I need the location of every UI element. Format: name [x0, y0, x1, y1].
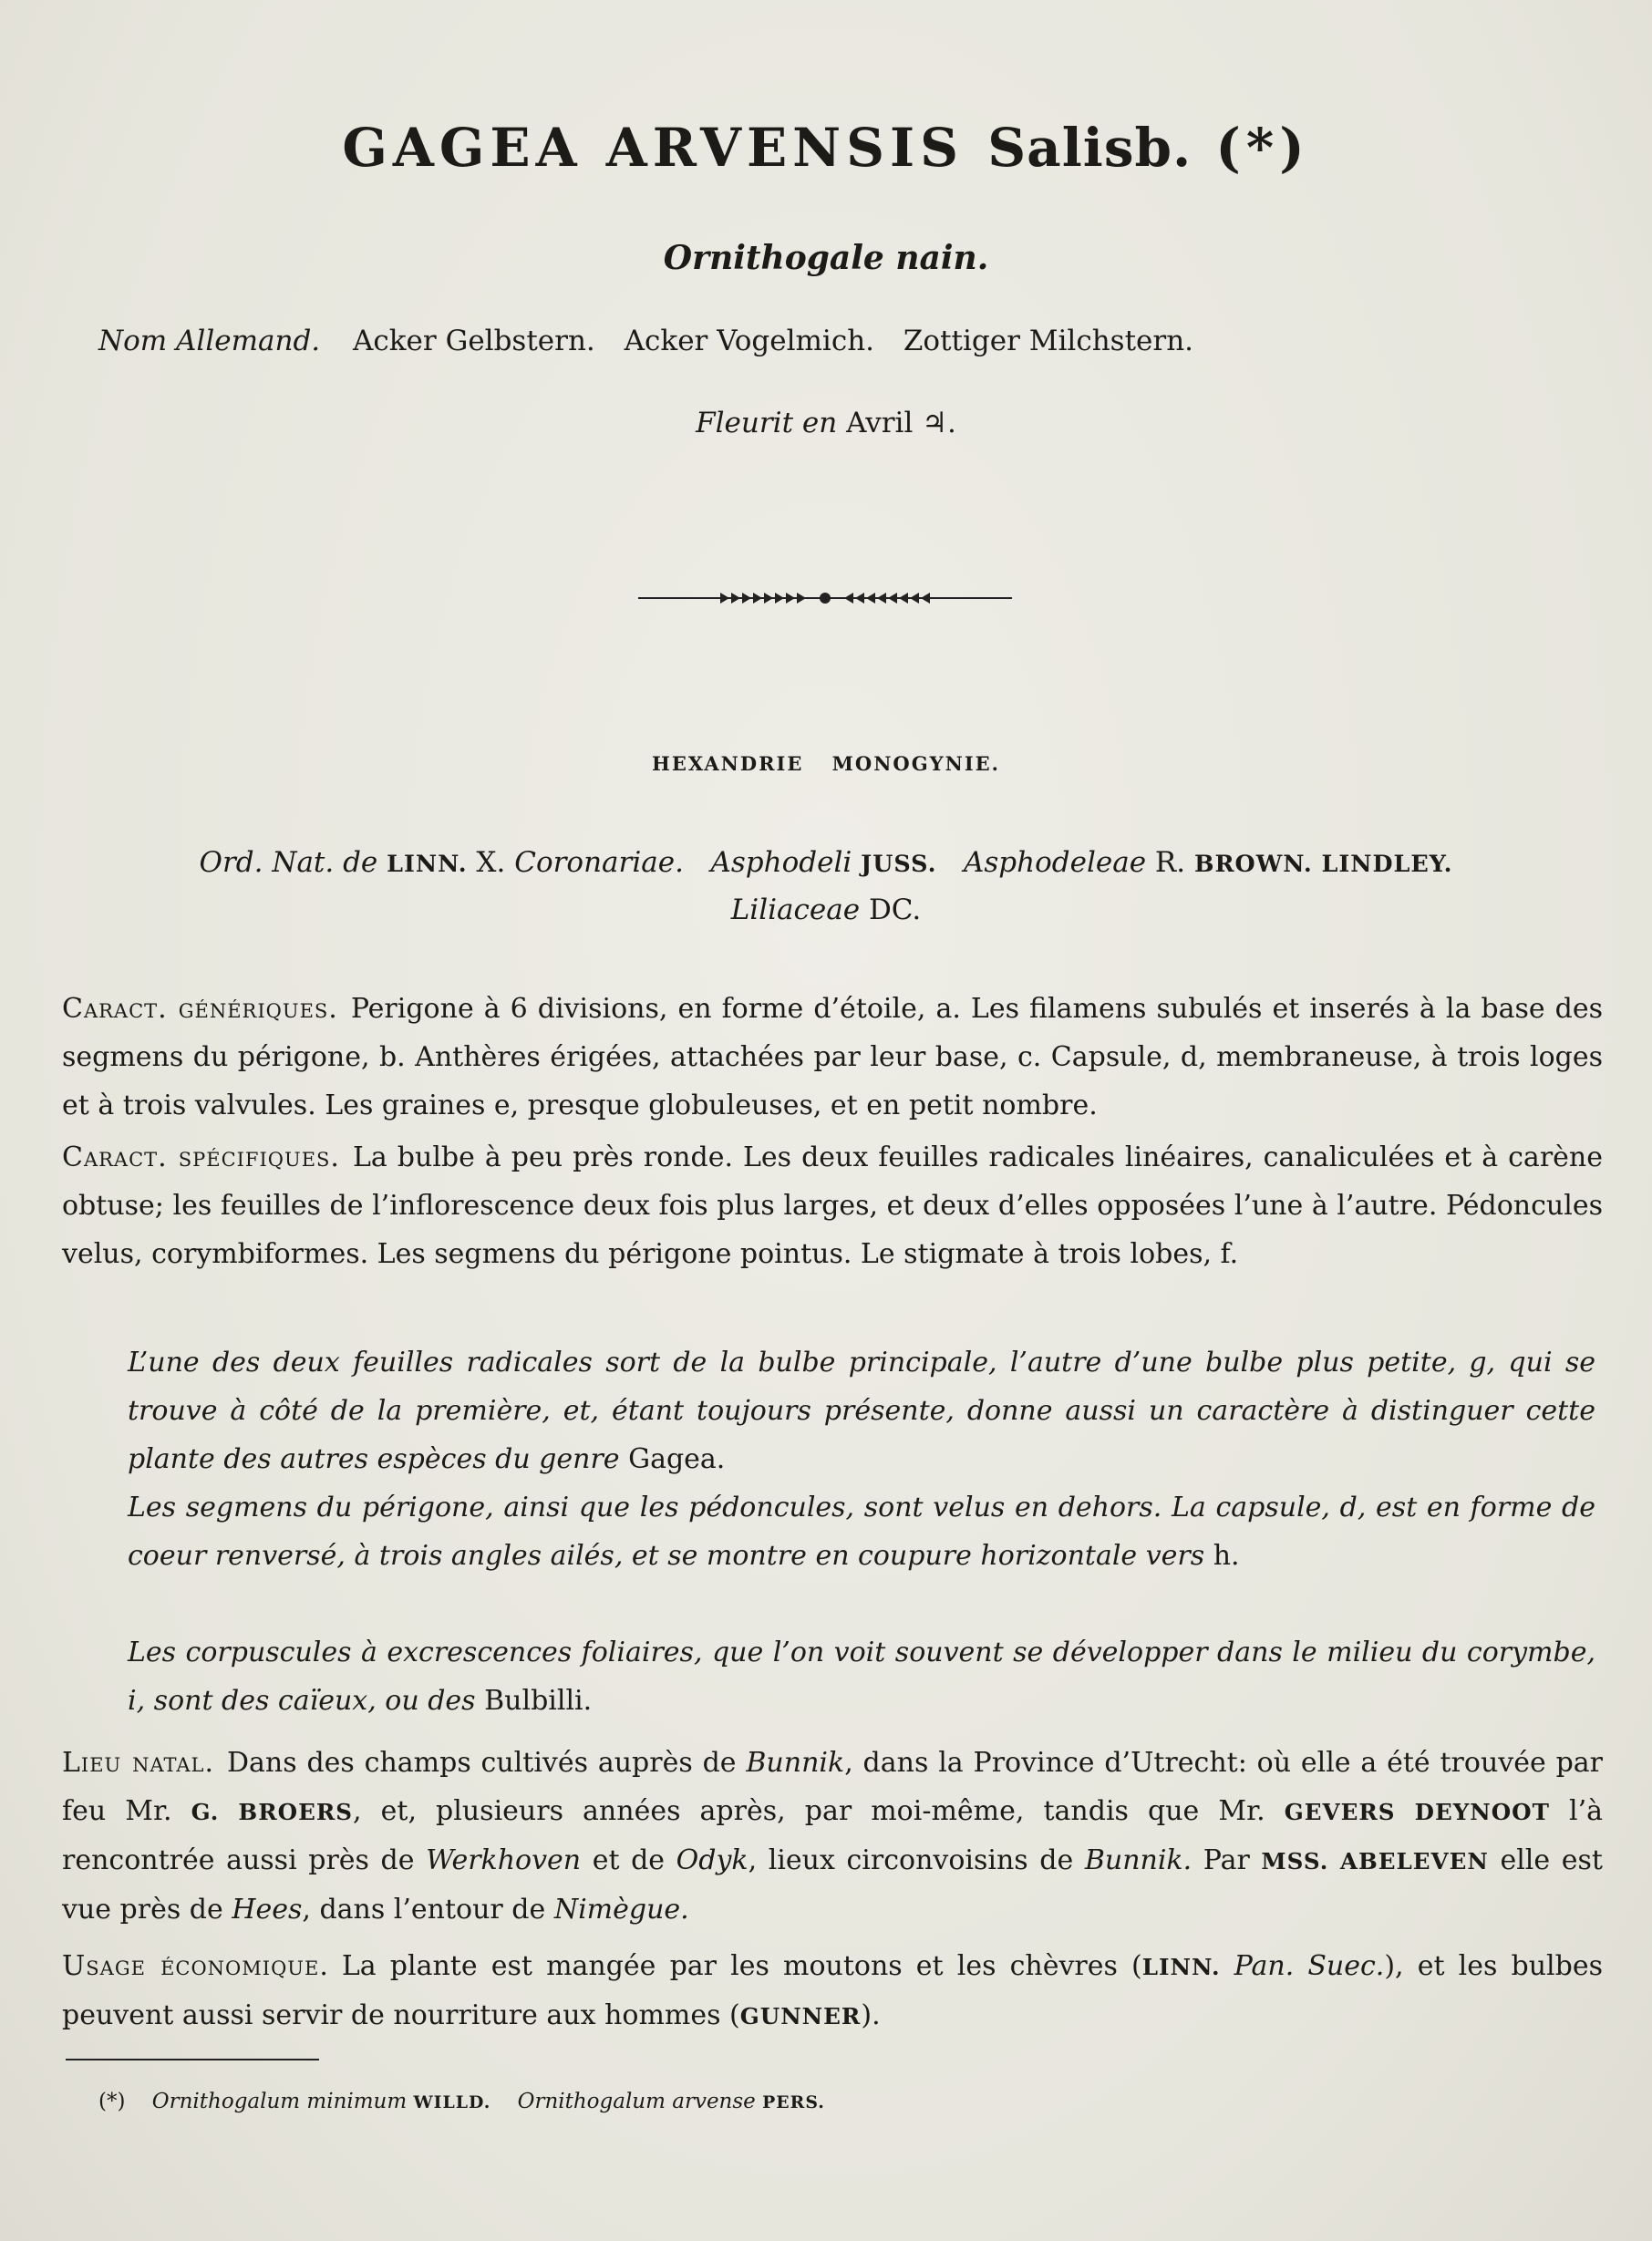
place-name: Bunnik.	[1084, 1844, 1193, 1876]
order-name: Asphodeleae	[964, 846, 1147, 879]
place-name: Nimègue.	[553, 1894, 689, 1926]
person-name: GEVERS DEYNOOT	[1284, 1799, 1550, 1825]
note-paragraph	[128, 1628, 1595, 1725]
section-heading: Lieu natal.	[62, 1747, 214, 1779]
natural-order-line-2	[0, 893, 1652, 926]
section-text: , dans la Province d’Utrecht: où elle a été trouvée par feu Mr.	[62, 1747, 1603, 1827]
german-label: Nom Allemand.	[98, 325, 321, 357]
order-author: LINDLEY.	[1321, 850, 1453, 877]
note-end: h.	[1213, 1540, 1240, 1572]
footnote-mark: (*)	[98, 2090, 126, 2113]
order-name: Coronariae.	[514, 846, 684, 879]
order-name: Asphodeli	[710, 846, 852, 879]
natural-order-line-1	[0, 846, 1652, 879]
person-name: MSS. ABELEVEN	[1261, 1848, 1489, 1874]
specific-characters	[62, 1133, 1603, 1278]
note-end: Gagea.	[628, 1443, 726, 1475]
order-author: DC.	[868, 893, 922, 926]
order-author: BROWN.	[1193, 850, 1313, 877]
ornament-divider	[638, 587, 1012, 609]
person-name: LINN.	[1141, 1954, 1221, 1980]
title-genus: GAGEA ARVENSIS	[342, 117, 965, 179]
synonym-author: PERS.	[762, 2092, 825, 2112]
section-text: Dans des champs cultivés auprès de	[226, 1747, 737, 1779]
native-locality	[62, 1739, 1603, 1934]
section-text: , et, plusieurs années après, par moi-même, tandis que Mr.	[353, 1795, 1265, 1827]
section-text: La plante est mangée par les moutons et les chèvres (	[341, 1950, 1142, 1982]
section-text: et de	[592, 1844, 666, 1876]
order-name: Liliaceae	[730, 893, 861, 926]
economic-use	[62, 1942, 1603, 2040]
place-name: Odyk	[676, 1844, 749, 1876]
section-text: , dans l’entour de	[302, 1894, 546, 1926]
linnaean-class: HEXANDRIE MONOGYNIE.	[652, 752, 1000, 775]
synonym-author: WILLD.	[413, 2092, 491, 2112]
order-author: JUSS.	[861, 850, 937, 877]
person-name: G. BROERS	[191, 1799, 354, 1825]
section-text: ).	[861, 1999, 881, 2031]
german-name: Acker Gelbstern.	[353, 325, 595, 357]
german-name: Acker Vogelmich.	[624, 325, 875, 357]
page-title	[0, 117, 1652, 179]
place-name: Werkhoven	[426, 1844, 582, 1876]
synonym-name: Ornithogalum minimum	[151, 2090, 408, 2113]
flowering-line	[0, 407, 1652, 439]
footnote	[98, 2090, 825, 2113]
order-number: X.	[476, 846, 506, 879]
section-text: La bulbe à peu près ronde. Les deux feuilles radicales linéaires, canaliculées et à carène obtuse; les feuilles de l’inflorescence deux fois plus larges, et deux d’elles opposées l’une à l’autre. Pédoncules velus, corymbiformes. Les segmens du périgone pointus. Le stigmate à trois lobes, f.	[62, 1141, 1603, 1270]
order-author: LINN.	[387, 850, 468, 877]
section-heading: Caract. génériques.	[62, 993, 338, 1025]
work-title: Pan. Suec.	[1234, 1950, 1385, 1982]
german-name: Zottiger Milchstern.	[903, 325, 1194, 357]
note-paragraph	[128, 1338, 1595, 1483]
section-heading: Caract. spécifiques.	[62, 1141, 340, 1173]
title-author: Salisb.	[987, 117, 1193, 179]
footnote-rule	[66, 2059, 319, 2060]
order-author: R.	[1154, 846, 1186, 879]
note-paragraph	[128, 1483, 1595, 1580]
person-name: GUNNER	[739, 2003, 862, 2029]
section-text: l’à rencontrée aussi près de	[62, 1795, 1603, 1876]
subtitle: Ornithogale nain.	[663, 239, 989, 277]
place-name: Hees	[232, 1894, 303, 1926]
section-text: , lieux circonvoisins de	[748, 1844, 1074, 1876]
note-text: L’une des deux feuilles radicales sort de la bulbe principale, l’autre d’une bulbe plus petite, g, qui se trouve à côté de la première, et, étant toujours présente, donne aussi un caractère à distinguer cette plante des autres espèces du genre	[128, 1347, 1595, 1475]
perennial-symbol: ♃.	[922, 407, 956, 439]
place-name: Bunnik	[746, 1747, 845, 1779]
note-text: Les segmens du périgone, ainsi que les pédoncules, sont velus en dehors. La capsule, d, est en forme de coeur renversé, à trois angles ailés, et se montre en coupure horizontale vers	[128, 1492, 1595, 1572]
german-names	[98, 325, 1213, 357]
title-note-mark: (*)	[1215, 117, 1310, 179]
section-text: Par	[1203, 1844, 1250, 1876]
generic-characters	[62, 985, 1603, 1130]
order-text: Ord. Nat. de	[199, 846, 378, 879]
section-text: ), et les bulbes peuvent aussi servir de nourriture aux hommes (	[62, 1950, 1603, 2031]
note-end: Bulbilli.	[484, 1685, 593, 1717]
section-text: elle est vue près de	[62, 1844, 1603, 1926]
note-text: Les corpuscules à excrescences foliaires, que l’on voit souvent se développer dans le milieu du corymbe, i, sont des caïeux, ou des	[128, 1637, 1595, 1717]
section-text: Perigone à 6 divisions, en forme d’étoile, a. Les filamens subulés et inserés à la base des segmens du périgone, b. Anthères érigées, attachées par leur base, c. Capsule, d, membraneuse, à trois loges et à trois valvules. Les graines e, presque globuleuses, et en petit nombre.	[62, 993, 1603, 1121]
section-heading: Usage économique.	[62, 1950, 329, 1982]
flowering-month: Avril	[846, 407, 914, 439]
synonym-name: Ornithogalum arvense	[517, 2090, 756, 2113]
flowering-label: Fleurit en	[696, 407, 838, 439]
